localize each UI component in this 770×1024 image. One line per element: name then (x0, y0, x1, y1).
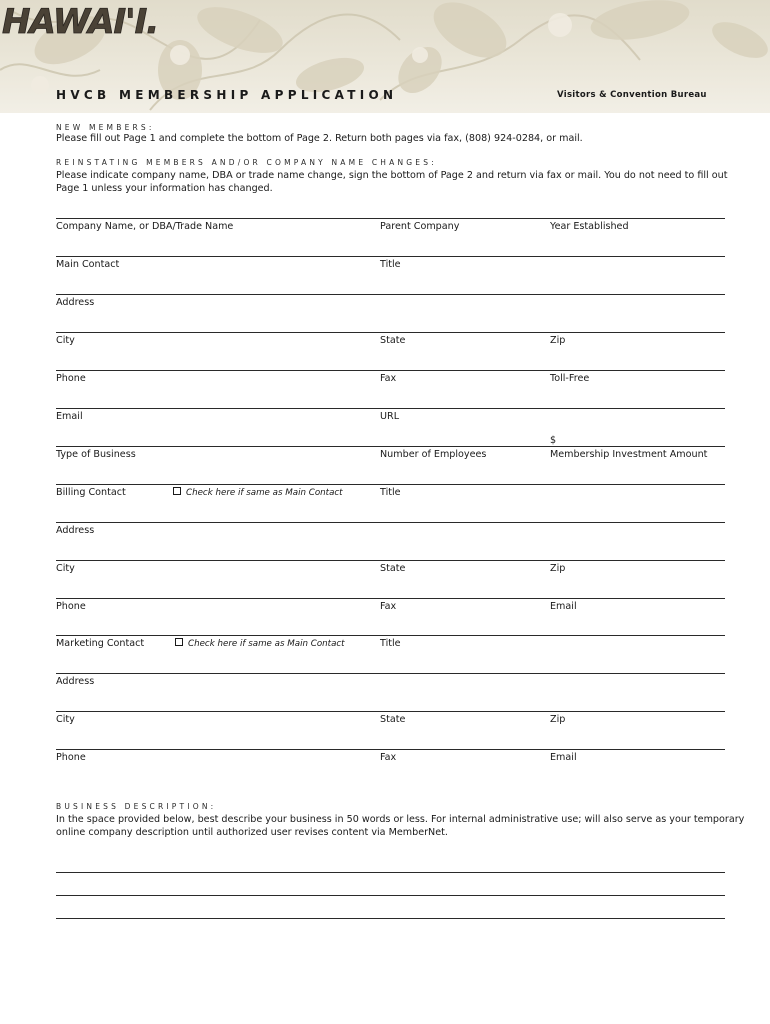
membership-investment-label: Membership Investment Amount (550, 449, 708, 460)
zip-label: Zip (550, 335, 566, 346)
billing-contact-line[interactable] (56, 484, 725, 485)
address-label: Address (56, 297, 95, 308)
type-of-business-line[interactable] (56, 446, 725, 447)
marketing-address-label: Address (56, 676, 95, 687)
fax-label: Fax (380, 373, 397, 384)
new-members-heading: NEW MEMBERS: (56, 123, 155, 132)
marketing-same-as-main-checkbox[interactable] (175, 638, 345, 649)
logo-tagline: Visitors & Convention Bureau (557, 90, 707, 100)
reinstating-heading: REINSTATING MEMBERS AND/OR COMPANY NAME CHANGES: (56, 158, 437, 167)
city-line[interactable] (56, 332, 725, 333)
billing-email-label: Email (550, 601, 577, 612)
billing-same-as-main-label: Check here if same as Main Contact (186, 488, 343, 498)
company-name-label: Company Name, or DBA/Trade Name (56, 221, 234, 232)
marketing-city-line[interactable] (56, 711, 725, 712)
business-description-text: In the space provided below, best describe your business in 50 words or less. For internal administrative use; will also serve as your temporary online company description until authorized user revises content via MemberNet. (56, 814, 745, 838)
business-description-line-2[interactable] (56, 895, 725, 896)
marketing-address-line[interactable] (56, 673, 725, 674)
business-description-line-3[interactable] (56, 918, 725, 919)
number-of-employees-label: Number of Employees (380, 449, 487, 460)
toll-free-label: Toll-Free (550, 373, 590, 384)
billing-state-label: State (380, 563, 406, 574)
marketing-phone-line[interactable] (56, 749, 725, 750)
checkbox-icon[interactable] (175, 638, 183, 646)
email-label: Email (56, 411, 83, 422)
phone-label: Phone (56, 373, 86, 384)
parent-company-label: Parent Company (380, 221, 460, 232)
business-description-heading: BUSINESS DESCRIPTION: (56, 802, 217, 811)
type-of-business-label: Type of Business (56, 449, 136, 460)
marketing-fax-label: Fax (380, 752, 397, 763)
billing-phone-line[interactable] (56, 598, 725, 599)
city-label: City (56, 335, 75, 346)
marketing-phone-label: Phone (56, 752, 86, 763)
main-title-label: Title (380, 259, 401, 270)
billing-city-line[interactable] (56, 560, 725, 561)
marketing-contact-line[interactable] (56, 635, 725, 636)
page-title: HVCB MEMBERSHIP APPLICATION (56, 88, 398, 102)
business-description-line-1[interactable] (56, 872, 725, 873)
url-label: URL (380, 411, 400, 422)
main-contact-label: Main Contact (56, 259, 120, 270)
billing-title-label: Title (380, 487, 401, 498)
year-established-label: Year Established (550, 221, 629, 232)
marketing-title-label: Title (380, 638, 401, 649)
company-name-line[interactable] (56, 218, 725, 219)
main-contact-line[interactable] (56, 256, 725, 257)
billing-address-line[interactable] (56, 522, 725, 523)
marketing-email-label: Email (550, 752, 577, 763)
reinstating-text: Please indicate company name, DBA or trade name change, sign the bottom of Page 2 and return via fax or mail. You do not need to fill out Page 1 unless your information has changed. (56, 170, 728, 194)
billing-address-label: Address (56, 525, 95, 536)
phone-line[interactable] (56, 370, 725, 371)
billing-phone-label: Phone (56, 601, 86, 612)
logo-wordmark: HAWAI'I. (2, 2, 159, 42)
marketing-state-label: State (380, 714, 406, 725)
state-label: State (380, 335, 406, 346)
billing-contact-label: Billing Contact (56, 487, 126, 498)
billing-city-label: City (56, 563, 75, 574)
dollar-sign: $ (550, 435, 557, 446)
billing-zip-label: Zip (550, 563, 566, 574)
marketing-city-label: City (56, 714, 75, 725)
billing-same-as-main-checkbox[interactable] (173, 487, 343, 498)
email-line[interactable] (56, 408, 725, 409)
header-banner (0, 0, 770, 113)
address-line[interactable] (56, 294, 725, 295)
billing-fax-label: Fax (380, 601, 397, 612)
new-members-text: Please fill out Page 1 and complete the bottom of Page 2. Return both pages via fax, (808) 924-0284, or mail. (56, 133, 583, 144)
marketing-contact-label: Marketing Contact (56, 638, 145, 649)
checkbox-icon[interactable] (173, 487, 181, 495)
marketing-zip-label: Zip (550, 714, 566, 725)
hawaii-logo (0, 0, 172, 52)
marketing-same-as-main-label: Check here if same as Main Contact (188, 639, 345, 649)
